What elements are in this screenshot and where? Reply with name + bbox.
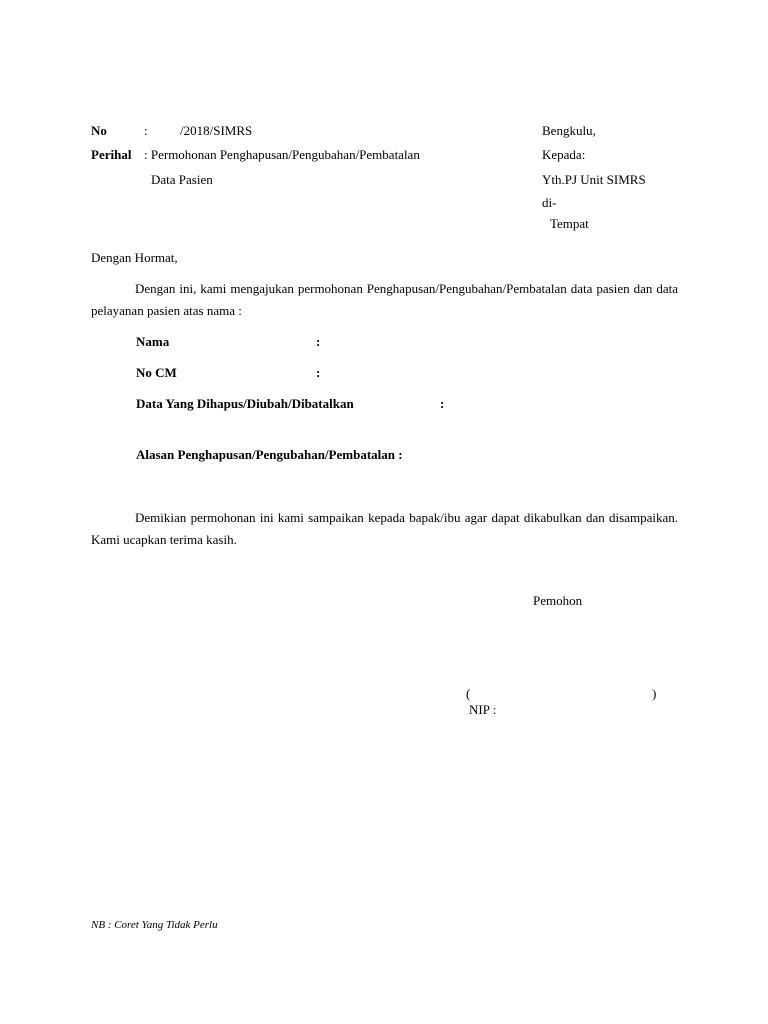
recipient-place: Tempat	[550, 216, 589, 231]
opening-paragraph: Dengan ini, kami mengajukan permohonan Penghapusan/Pengubahan/Pembatalan data pasien dan data pelayanan pasien atas nama :	[91, 281, 678, 318]
nocm-label: No CM	[136, 365, 177, 380]
perihal-value: : Permohonan Penghapusan/Pengubahan/Pembatalan	[144, 147, 420, 162]
perihal-value-line2: Data Pasien	[151, 172, 213, 187]
data-changed-colon: :	[440, 396, 445, 411]
greeting: Dengan Hormat,	[91, 250, 178, 265]
reason-label: Alasan Penghapusan/Pengubahan/Pembatalan :	[136, 447, 403, 462]
city-date: Bengkulu,	[542, 123, 596, 138]
recipient-name: Yth.PJ Unit SIMRS	[542, 172, 646, 187]
applicant-label: Pemohon	[533, 593, 583, 608]
recipient-di: di-	[542, 195, 557, 210]
nama-colon: :	[316, 334, 321, 349]
kepada-label: Kepada:	[542, 147, 586, 162]
perihal-label: Perihal	[91, 147, 132, 162]
letter-number: /2018/SIMRS	[180, 123, 253, 138]
nocm-colon: :	[316, 365, 321, 380]
nip-label: NIP :	[469, 702, 497, 717]
data-changed-label: Data Yang Dihapus/Diubah/Dibatalkan	[136, 396, 354, 411]
no-colon: :	[144, 123, 148, 138]
nama-label: Nama	[136, 334, 170, 349]
closing-paragraph: Demikian permohonan ini kami sampaikan kepada bapak/ibu agar dapat dikabulkan dan disampaikan. Kami ucapkan terima kasih.	[91, 510, 678, 547]
signature-paren-open: (	[466, 686, 471, 701]
footnote: NB : Coret Yang Tidak Perlu	[91, 919, 218, 931]
no-label: No	[91, 123, 107, 138]
signature-paren-close: )	[652, 686, 657, 701]
